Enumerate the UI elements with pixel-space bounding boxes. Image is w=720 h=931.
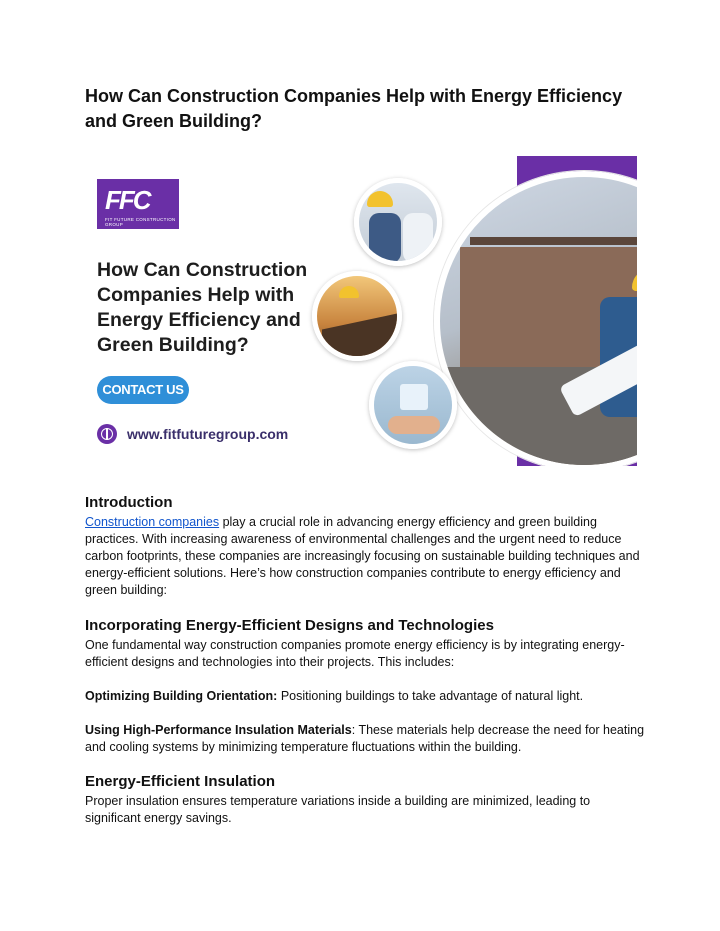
design-item-insulation: Using High-Performance Insulation Materials: These materials help decrease the need for heating and cooling systems by minimizing temperature fluctuations within the building. — [85, 723, 645, 754]
company-logo — [97, 179, 179, 229]
banner-heading: How Can Construction Companies Help with Energy Efficiency and Green Building? — [97, 259, 308, 356]
website-text: www.fitfuturegroup.com — [127, 426, 289, 442]
intro-heading: Introduction — [85, 494, 173, 511]
designs-section — [85, 617, 645, 756]
designs-paragraph: One fundamental way construction companies promote energy efficiency is by integrating energy-efficient designs and technologies into their projects. This includes: — [85, 638, 625, 669]
engineers-photo — [354, 178, 442, 266]
intro-section — [85, 494, 645, 599]
green-house-hands-photo — [369, 361, 457, 449]
hero-banner — [84, 156, 637, 466]
insulation-paragraph: Proper insulation ensures temperature variations inside a building are minimized, leading to significant energy savings. — [85, 794, 591, 825]
contact-us-button[interactable]: CONTACT US — [97, 376, 189, 404]
logo-subtitle: FIT FUTURE CONSTRUCTION GROUP — [105, 217, 176, 227]
designs-heading: Incorporating Energy-Efficient Designs and Technologies — [85, 617, 494, 634]
intro-paragraph: Construction companies play a crucial role in advancing energy efficiency and green building practices. With increasing awareness of environmental challenges and the urgent need to reduce carbon footprints, these companies are increasingly focusing on sustainable building techniques and energy-efficient solutions. Here’s how construction companies contribute to energy efficiency and green building: — [85, 515, 640, 597]
page-title: How Can Construction Companies Help with Energy Efficiency and Green Building? — [85, 86, 623, 131]
design-item-orientation: Optimizing Building Orientation: Positioning buildings to take advantage of natural light. — [85, 689, 584, 703]
insulation-section — [85, 773, 645, 827]
website-row — [97, 424, 288, 444]
construction-workers-photo — [434, 171, 637, 466]
construction-companies-link[interactable]: Construction companies — [85, 515, 220, 529]
logo-mark: FFC — [105, 185, 150, 215]
insulation-heading: Energy-Efficient Insulation — [85, 773, 276, 790]
globe-icon — [97, 424, 117, 444]
